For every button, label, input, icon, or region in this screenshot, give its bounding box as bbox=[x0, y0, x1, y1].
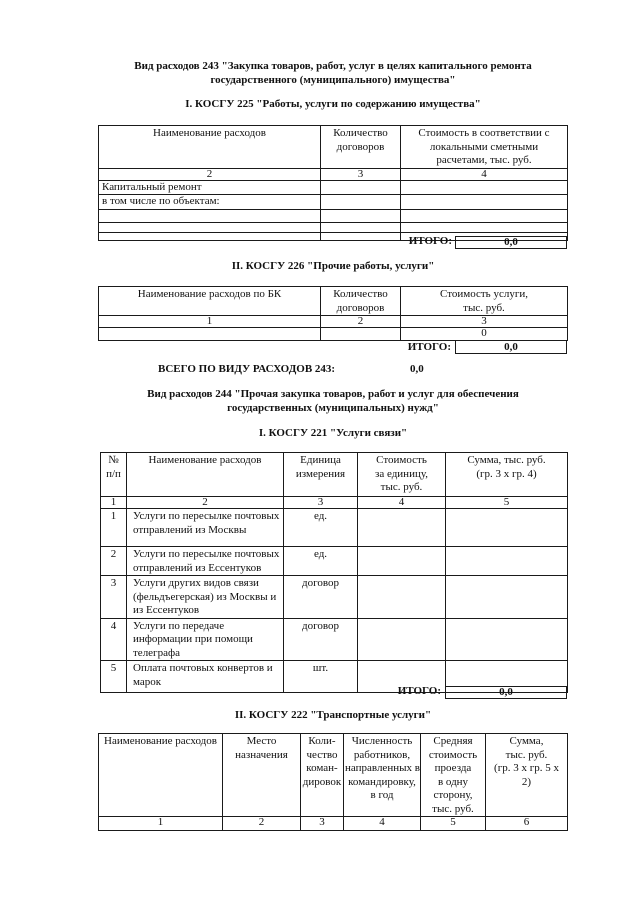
header-expense-name: Наименование расходов bbox=[99, 734, 223, 817]
row-number-cell: 4 bbox=[101, 618, 127, 661]
expense-name-cell bbox=[99, 222, 321, 232]
header-employee-count: Численность работников, направленных в командировку, в год bbox=[344, 734, 421, 817]
table-header-row bbox=[99, 126, 568, 169]
total-label: ИТОГО: bbox=[407, 341, 451, 353]
header-trip-count: Коли- чество коман- дировок bbox=[301, 734, 344, 817]
sum-cell bbox=[446, 547, 568, 576]
column-number: 2 bbox=[127, 497, 284, 509]
header-unit: Единица измерения bbox=[284, 453, 358, 497]
header-destination: Место назначения bbox=[223, 734, 301, 817]
header-expense-name: Наименование расходов bbox=[99, 126, 321, 169]
header-unit-cost: Стоимость за единицу, тыс. руб. bbox=[358, 453, 446, 497]
column-number: 2 bbox=[321, 316, 401, 328]
row-number-cell: 3 bbox=[101, 576, 127, 619]
total-label: ИТОГО: bbox=[397, 685, 441, 697]
column-number: 2 bbox=[223, 817, 301, 831]
total-value: 0,0 bbox=[455, 236, 567, 249]
unit-cell: договор bbox=[284, 618, 358, 661]
table-header-row bbox=[99, 734, 568, 817]
expense-name-cell: Услуги по пересылке почтовых отправлений из Ессентуков bbox=[127, 547, 284, 576]
contract-count-cell bbox=[321, 328, 401, 341]
expense-name-cell bbox=[99, 328, 321, 341]
expense-name-cell: Оплата почтовых конвертов и марок bbox=[127, 661, 284, 693]
column-number: 5 bbox=[446, 497, 568, 509]
total-value: 0,0 bbox=[455, 340, 567, 354]
expense-243-heading: Вид расходов 243 "Закупка товаров, работ, услуг в целях капитального ремонта государственного (муниципального) имущества" bbox=[134, 60, 532, 86]
column-number: 3 bbox=[284, 497, 358, 509]
column-number: 3 bbox=[321, 168, 401, 180]
header-sum: Сумма, тыс. руб. (гр. 3 х гр. 5 х 2) bbox=[486, 734, 568, 817]
expense-name-cell: в том числе по объектам: bbox=[99, 195, 321, 210]
total-value: 0,0 bbox=[445, 686, 567, 699]
kosgu-226-heading: II. КОСГУ 226 "Прочие работы, услуги" bbox=[231, 260, 435, 272]
unit-cell: ед. bbox=[284, 547, 358, 576]
cost-cell bbox=[401, 209, 568, 222]
header-sum: Сумма, тыс. руб. (гр. 3 х гр. 4) bbox=[446, 453, 568, 497]
table-row bbox=[101, 509, 568, 547]
sum-cell bbox=[446, 509, 568, 547]
expense-name-cell bbox=[99, 232, 321, 240]
column-number: 1 bbox=[101, 497, 127, 509]
table-kosgu-226 bbox=[98, 286, 568, 341]
contract-count-cell bbox=[321, 209, 401, 222]
unit-cost-cell bbox=[358, 547, 446, 576]
unit-cost-cell bbox=[358, 576, 446, 619]
column-number-row bbox=[99, 817, 568, 831]
cost-cell bbox=[401, 195, 568, 210]
column-number: 4 bbox=[344, 817, 421, 831]
contract-count-cell bbox=[321, 222, 401, 232]
column-number: 4 bbox=[358, 497, 446, 509]
grand-total-value: 0,0 bbox=[410, 363, 424, 375]
row-number-cell: 1 bbox=[101, 509, 127, 547]
header-row-number: № п/п bbox=[101, 453, 127, 497]
total-label: ИТОГО: bbox=[408, 235, 452, 247]
sum-cell bbox=[446, 576, 568, 619]
unit-cell: шт. bbox=[284, 661, 358, 693]
header-service-cost: Стоимость услуги, тыс. руб. bbox=[401, 287, 568, 316]
kosgu-222-heading: II. КОСГУ 222 "Транспортные услуги" bbox=[234, 709, 432, 721]
column-number-row bbox=[99, 316, 568, 328]
header-average-fare: Средняя стоимость проезда в одну сторону, тыс. руб. bbox=[421, 734, 486, 817]
cost-cell bbox=[401, 222, 568, 232]
column-number: 1 bbox=[99, 817, 223, 831]
expense-name-cell: Капитальный ремонт bbox=[99, 180, 321, 195]
unit-cost-cell bbox=[358, 618, 446, 661]
column-number: 5 bbox=[421, 817, 486, 831]
table-row bbox=[99, 222, 568, 232]
row-number-cell: 2 bbox=[101, 547, 127, 576]
column-number: 1 bbox=[99, 316, 321, 328]
grand-total-label: ВСЕГО ПО ВИДУ РАСХОДОВ 243: bbox=[158, 363, 336, 375]
table-row bbox=[99, 195, 568, 210]
row-number-cell: 5 bbox=[101, 661, 127, 693]
contract-count-cell bbox=[321, 180, 401, 195]
column-number: 2 bbox=[99, 168, 321, 180]
column-number: 6 bbox=[486, 817, 568, 831]
unit-cost-cell bbox=[358, 509, 446, 547]
column-number-row bbox=[99, 168, 568, 180]
column-number: 3 bbox=[301, 817, 344, 831]
table-row bbox=[99, 209, 568, 222]
header-expense-name: Наименование расходов по БК bbox=[99, 287, 321, 316]
kosgu-225-heading: I. КОСГУ 225 "Работы, услуги по содержанию имущества" bbox=[185, 98, 481, 110]
header-expense-name: Наименование расходов bbox=[127, 453, 284, 497]
column-number: 4 bbox=[401, 168, 568, 180]
sum-cell bbox=[446, 618, 568, 661]
table-header-row bbox=[99, 287, 568, 316]
unit-cell: договор bbox=[284, 576, 358, 619]
expense-name-cell: Услуги других видов связи (фельдъегерская) из Москвы и из Ессентуков bbox=[127, 576, 284, 619]
header-contract-count: Количество договоров bbox=[321, 287, 401, 316]
table-row bbox=[99, 180, 568, 195]
table-row bbox=[101, 618, 568, 661]
table-kosgu-221 bbox=[100, 452, 568, 693]
table-header-row bbox=[101, 453, 568, 497]
expense-name-cell: Услуги по передаче информации при помощи телеграфа bbox=[127, 618, 284, 661]
expense-name-cell bbox=[99, 209, 321, 222]
header-contract-count: Количество договоров bbox=[321, 126, 401, 169]
table-kosgu-225 bbox=[98, 125, 568, 241]
table-row bbox=[101, 547, 568, 576]
table-row bbox=[99, 328, 568, 341]
table-row bbox=[101, 576, 568, 619]
header-estimated-cost: Стоимость в соответствии с локальными сметными расчетами, тыс. руб. bbox=[401, 126, 568, 169]
table-kosgu-222 bbox=[98, 733, 568, 831]
expense-244-heading: Вид расходов 244 "Прочая закупка товаров, работ и услуг для обеспечения государственных (муниципальных) нужд" bbox=[147, 388, 519, 414]
kosgu-221-heading: I. КОСГУ 221 "Услуги связи" bbox=[258, 427, 408, 439]
cost-cell: 0 bbox=[401, 328, 568, 341]
column-number-row bbox=[101, 497, 568, 509]
cost-cell bbox=[401, 180, 568, 195]
expense-name-cell: Услуги по пересылке почтовых отправлений из Москвы bbox=[127, 509, 284, 547]
column-number: 3 bbox=[401, 316, 568, 328]
unit-cell: ед. bbox=[284, 509, 358, 547]
contract-count-cell bbox=[321, 195, 401, 210]
